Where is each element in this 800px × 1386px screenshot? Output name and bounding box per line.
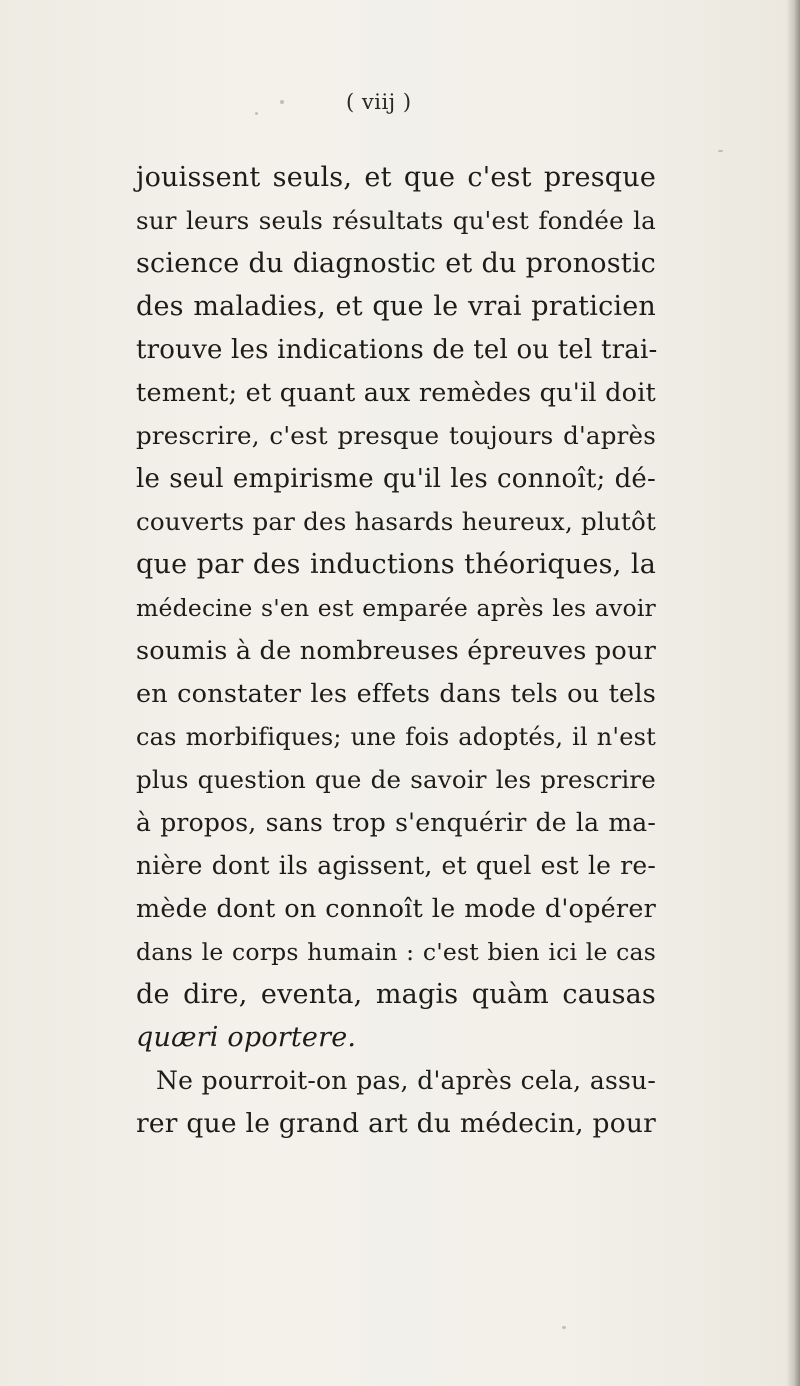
text-line: le seul empirisme qu'il les connoît; dé-: [136, 464, 656, 494]
text-line: couverts par des hasards heureux, plutôt: [136, 507, 656, 536]
text-line: prescrire, c'est presque toujours d'après: [136, 421, 656, 450]
text-line: nière dont ils agissent, et quel est le re-: [136, 851, 656, 880]
text-line-latin: quæri oportere.: [136, 1022, 357, 1053]
text-line: des maladies, et que le vrai praticien: [136, 291, 656, 322]
page-edge-shadow: [786, 0, 800, 1386]
paper-speck: [718, 150, 723, 152]
text-line: trouve les indications de tel ou tel trai-: [136, 335, 658, 365]
text-line: à propos, sans trop s'enquérir de la ma-: [136, 808, 656, 837]
paper-speck: [280, 100, 284, 104]
text-line: dans le corps humain : c'est bien ici le cas: [136, 938, 656, 966]
text-line: science du diagnostic et du pronostic: [136, 248, 656, 279]
text-line: que par des inductions théoriques, la: [136, 549, 656, 580]
text-line: rer que le grand art du médecin, pour: [136, 1108, 656, 1139]
text-line: soumis à de nombreuses épreuves pour: [136, 636, 656, 666]
text-line: en constater les effets dans tels ou tels: [136, 679, 656, 709]
text-line: tement; et quant aux remèdes qu'il doit: [136, 378, 656, 408]
text-line: de dire, eventa, magis quàm causas: [136, 979, 656, 1010]
text-line: jouissent seuls, et que c'est presque: [136, 162, 656, 193]
text-line: sur leurs seuls résultats qu'est fondée la: [136, 206, 656, 235]
text-line: médecine s'en est emparée après les avoir: [136, 594, 656, 622]
text-line: cas morbifiques; une fois adoptés, il n'est: [136, 723, 656, 751]
paper-speck: [562, 1326, 566, 1329]
text-line: Ne pourroit-on pas, d'après cela, assu-: [156, 1066, 656, 1095]
text-line: plus question que de savoir les prescrire: [136, 765, 656, 794]
text-line: mède dont on connoît le mode d'opérer: [136, 894, 656, 924]
paper-speck: [255, 112, 258, 115]
page-number: ( viij ): [346, 90, 412, 114]
